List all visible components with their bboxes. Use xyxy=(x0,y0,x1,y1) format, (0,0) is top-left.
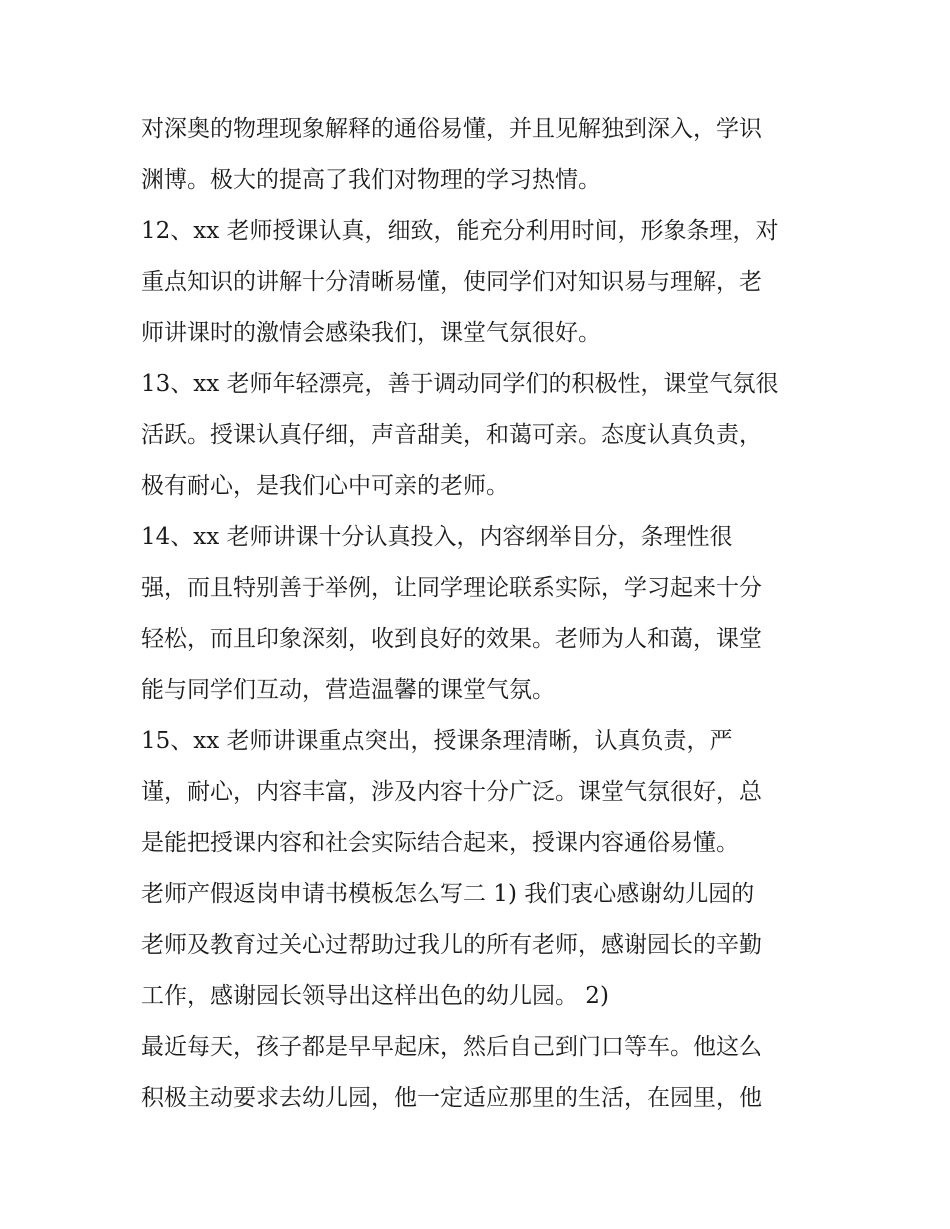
text-line: 积极主动要求去幼儿园，他一定适应那里的生活，在园里，他 xyxy=(141,1085,762,1111)
text-line: 谨，耐心，内容丰富，涉及内容十分广泛。课堂气氛很好，总 xyxy=(141,779,762,805)
text-line: 14、xx 老师讲课十分认真投入，内容纲举目分，条理性很 xyxy=(141,524,733,550)
text-line: 老师及教育过关心过帮助过我儿的所有老师，感谢园长的辛勤 xyxy=(141,932,762,958)
text-line: 渊博。极大的提高了我们对物理的学习热情。 xyxy=(141,167,601,193)
text-line: 极有耐心，是我们心中可亲的老师。 xyxy=(141,473,509,499)
text-line: 对深奥的物理现象解释的通俗易懂，并且见解独到深入，学识 xyxy=(141,116,762,142)
text-line: 师讲课时的激情会感染我们，课堂气氛很好。 xyxy=(141,320,601,346)
text-line: 最近每天，孩子都是早早起床，然后自己到门口等车。他这么 xyxy=(141,1034,762,1060)
text-line: 13、xx 老师年轻漂亮，善于调动同学们的积极性，课堂气氛很 xyxy=(141,371,779,397)
text-line: 活跃。授课认真仔细，声音甜美，和蔼可亲。态度认真负责， xyxy=(141,422,762,448)
text-line: 12、xx 老师授课认真，细致，能充分利用时间，形象条理，对 xyxy=(141,218,779,244)
text-line: 工作，感谢园长领导出这样出色的幼儿园。 2) xyxy=(141,983,609,1009)
text-line: 强，而且特别善于举例，让同学理论联系实际，学习起来十分 xyxy=(141,575,762,601)
text-line: 重点知识的讲解十分清晰易懂，使同学们对知识易与理解，老 xyxy=(141,269,762,295)
text-line: 老师产假返岗申请书模板怎么写二 1) 我们衷心感谢幼儿园的 xyxy=(141,881,755,907)
document-body xyxy=(141,104,821,1124)
text-line: 15、xx 老师讲课重点突出，授课条理清晰，认真负责，严 xyxy=(141,728,733,754)
text-line: 能与同学们互动，营造温馨的课堂气氛。 xyxy=(141,677,555,703)
text-line: 是能把授课内容和社会实际结合起来，授课内容通俗易懂。 xyxy=(141,830,739,856)
text-line: 轻松，而且印象深刻，收到良好的效果。老师为人和蔼，课堂 xyxy=(141,626,762,652)
